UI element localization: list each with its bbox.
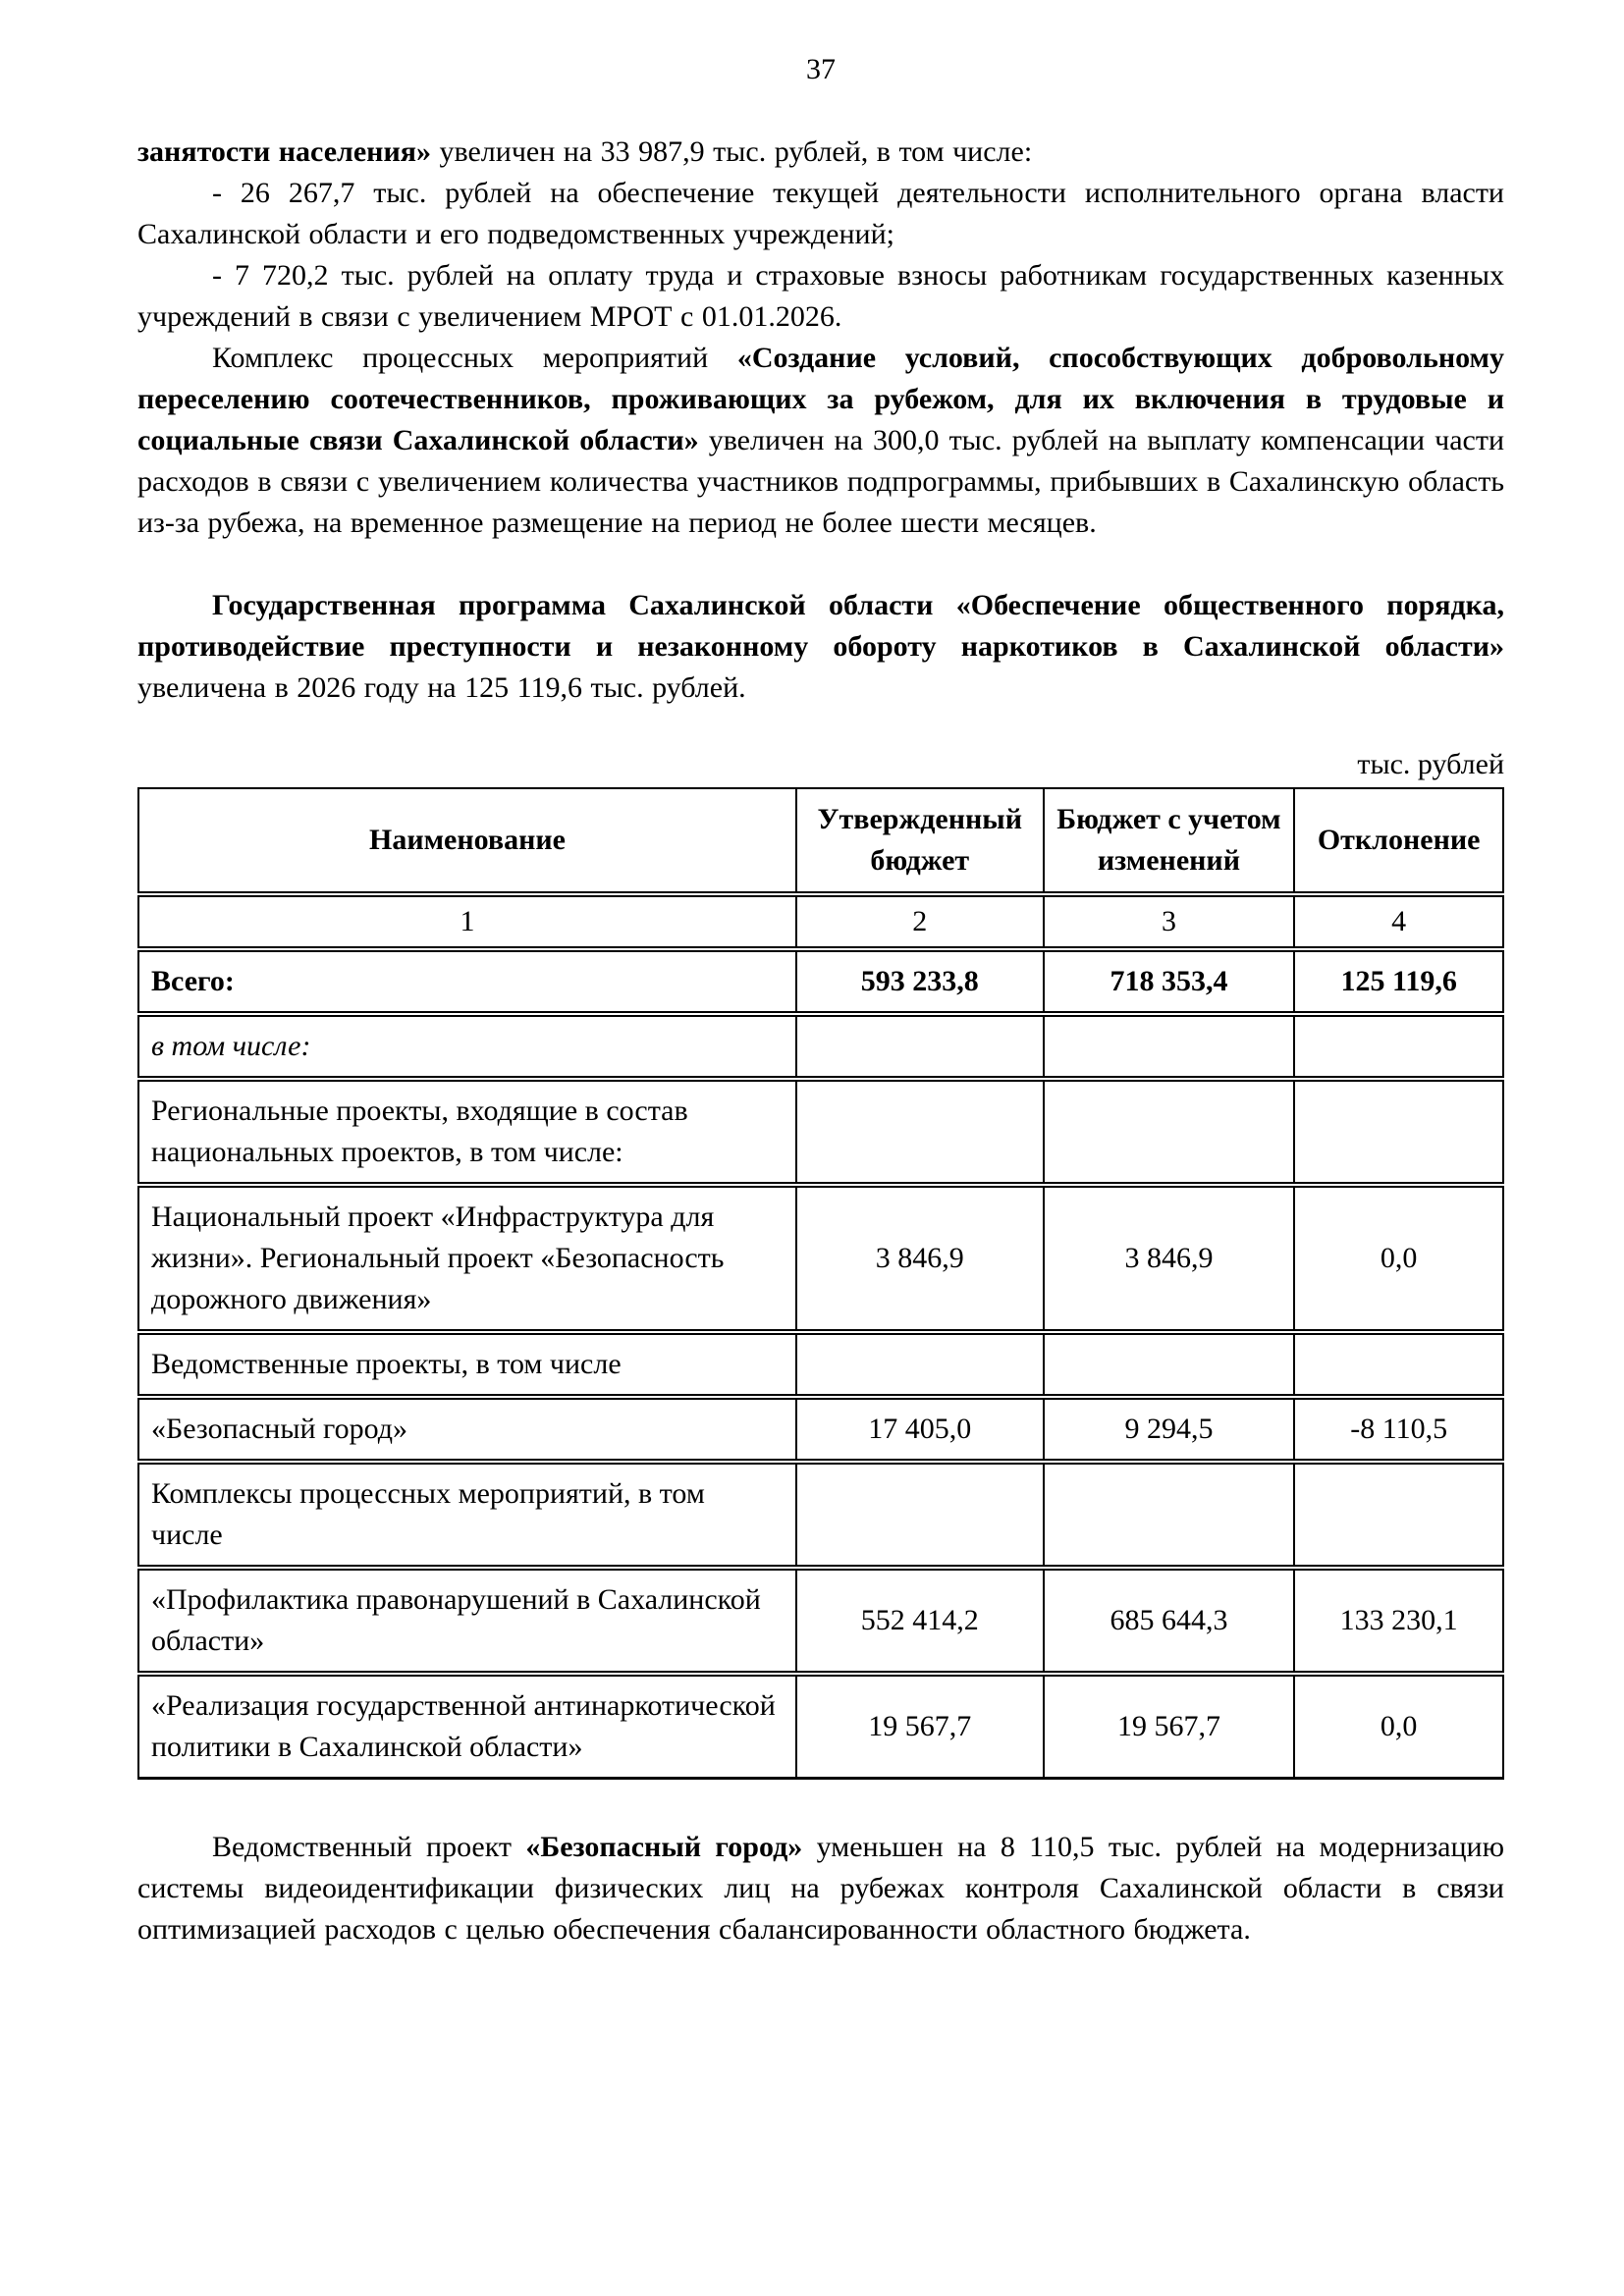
approved-value	[796, 1014, 1044, 1079]
paragraph-employment-program	[137, 132, 1504, 173]
column-number: 4	[1294, 894, 1503, 949]
adjusted-value	[1044, 1079, 1295, 1185]
adjusted-value: 3 846,9	[1044, 1185, 1295, 1332]
table-row-national-project-road-safety	[138, 1185, 1503, 1332]
approved-value	[796, 1079, 1044, 1185]
deviation-value: 125 119,6	[1294, 949, 1503, 1014]
table-row-antidrug-policy	[138, 1674, 1503, 1779]
approved-value: 552 414,2	[796, 1568, 1044, 1674]
table-header-adjusted-budget: Бюджет с учетом изменений	[1044, 788, 1295, 894]
column-number: 1	[138, 894, 796, 949]
paragraph-text: увеличен на 33 987,9 тыс. рублей, в том числе:	[430, 135, 1033, 168]
deviation-value	[1294, 1332, 1503, 1397]
approved-value: 593 233,8	[796, 949, 1044, 1014]
row-name: «Безопасный город»	[138, 1397, 796, 1462]
page-number: 37	[806, 53, 836, 85]
adjusted-value: 9 294,5	[1044, 1397, 1295, 1462]
paragraph-text: - 7 720,2 тыс. рублей на оплату труда и страховые взносы работникам государственных казенных учреждений в связи с увеличением МРОТ с 01.01.2026.	[137, 259, 1504, 333]
adjusted-value: 685 644,3	[1044, 1568, 1295, 1674]
project-name-safe-city: «Безопасный город»	[525, 1831, 803, 1863]
row-name: Всего:	[138, 949, 796, 1014]
deviation-value	[1294, 1462, 1503, 1568]
table-unit-label: тыс. рублей	[1357, 748, 1504, 780]
approved-value	[796, 1332, 1044, 1397]
paragraph-text: уменьшен на 8 110,5 тыс. рублей на модернизацию системы видеоидентификации физических лиц на рубежах контроля Сахалинской области в связи оптимизацией расходов с целью обеспечения сбалансированности областного бюджета.	[137, 1831, 1505, 1946]
program-name-public-order: Государственная программа Сахалинской области «Обеспечение общественного порядка, противодействие преступности и незаконному обороту наркотиков в Сахалинской области»	[137, 589, 1504, 663]
deviation-value: 0,0	[1294, 1674, 1503, 1779]
adjusted-value: 19 567,7	[1044, 1674, 1295, 1779]
paragraph-public-order-program	[137, 585, 1504, 709]
table-header-name: Наименование	[138, 788, 796, 894]
table-row-total	[138, 949, 1503, 1014]
column-number: 2	[796, 894, 1044, 949]
paragraph-resettlement-complex	[137, 338, 1504, 544]
row-name: Региональные проекты, входящие в состав национальных проектов, в том числе:	[138, 1079, 796, 1185]
row-name: Комплексы процессных мероприятий, в том числе	[138, 1462, 796, 1568]
table-row-regional-projects	[138, 1079, 1503, 1185]
adjusted-value: 718 353,4	[1044, 949, 1295, 1014]
row-name: Ведомственные проекты, в том числе	[138, 1332, 796, 1397]
paragraph-text: Комплекс процессных мероприятий	[212, 342, 737, 374]
program-name-resettlement: «Создание условий, способствующих добровольному переселению соотечественников, проживающих за рубежом, для их включения в трудовые и социальные связи Сахалинской области»	[137, 342, 1504, 456]
deviation-value	[1294, 1079, 1503, 1185]
program-name-employment: занятости населения»	[137, 135, 431, 168]
deviation-value: 0,0	[1294, 1185, 1503, 1332]
approved-value: 19 567,7	[796, 1674, 1044, 1779]
row-name: «Профилактика правонарушений в Сахалинской области»	[138, 1568, 796, 1674]
table-row-safe-city	[138, 1397, 1503, 1462]
adjusted-value	[1044, 1014, 1295, 1079]
adjusted-value	[1044, 1462, 1295, 1568]
paragraph-text: увеличен на 300,0 тыс. рублей на выплату компенсации части расходов в связи с увеличением количества участников подпрограммы, прибывших в Сахалинскую область из-за рубежа, на временное размещение на период не более шести месяцев.	[137, 424, 1504, 539]
deviation-value	[1294, 1014, 1503, 1079]
table-row-crime-prevention	[138, 1568, 1503, 1674]
deviation-value: 133 230,1	[1294, 1568, 1503, 1674]
deviation-value: -8 110,5	[1294, 1397, 1503, 1462]
row-name: «Реализация государственной антинаркотической политики в Сахалинской области»	[138, 1674, 796, 1779]
table-column-numbers-row	[138, 894, 1503, 949]
approved-value: 3 846,9	[796, 1185, 1044, 1332]
column-number: 3	[1044, 894, 1295, 949]
budget-table	[137, 787, 1504, 1780]
table-header-deviation: Отклонение	[1294, 788, 1503, 894]
table-row-process-complexes	[138, 1462, 1503, 1568]
row-name: в том числе:	[138, 1014, 796, 1079]
paragraph-safe-city-reduction	[137, 1827, 1504, 1950]
row-name: Национальный проект «Инфраструктура для жизни». Региональный проект «Безопасность дорожного движения»	[138, 1185, 796, 1332]
paragraph-text: увеличена в 2026 году на 125 119,6 тыс. рублей.	[137, 671, 746, 704]
paragraph-item-7720	[137, 255, 1504, 338]
approved-value: 17 405,0	[796, 1397, 1044, 1462]
approved-value	[796, 1462, 1044, 1568]
paragraph-item-26267	[137, 173, 1504, 255]
adjusted-value	[1044, 1332, 1295, 1397]
paragraph-text: Ведомственный проект	[212, 1831, 526, 1863]
table-header-row	[138, 788, 1503, 894]
table-header-approved-budget: Утвержденный бюджет	[796, 788, 1044, 894]
table-row-departmental-projects	[138, 1332, 1503, 1397]
paragraph-text: - 26 267,7 тыс. рублей на обеспечение текущей деятельности исполнительного органа власти Сахалинской области и его подведомственных учреждений;	[137, 177, 1504, 250]
table-row-including	[138, 1014, 1503, 1079]
